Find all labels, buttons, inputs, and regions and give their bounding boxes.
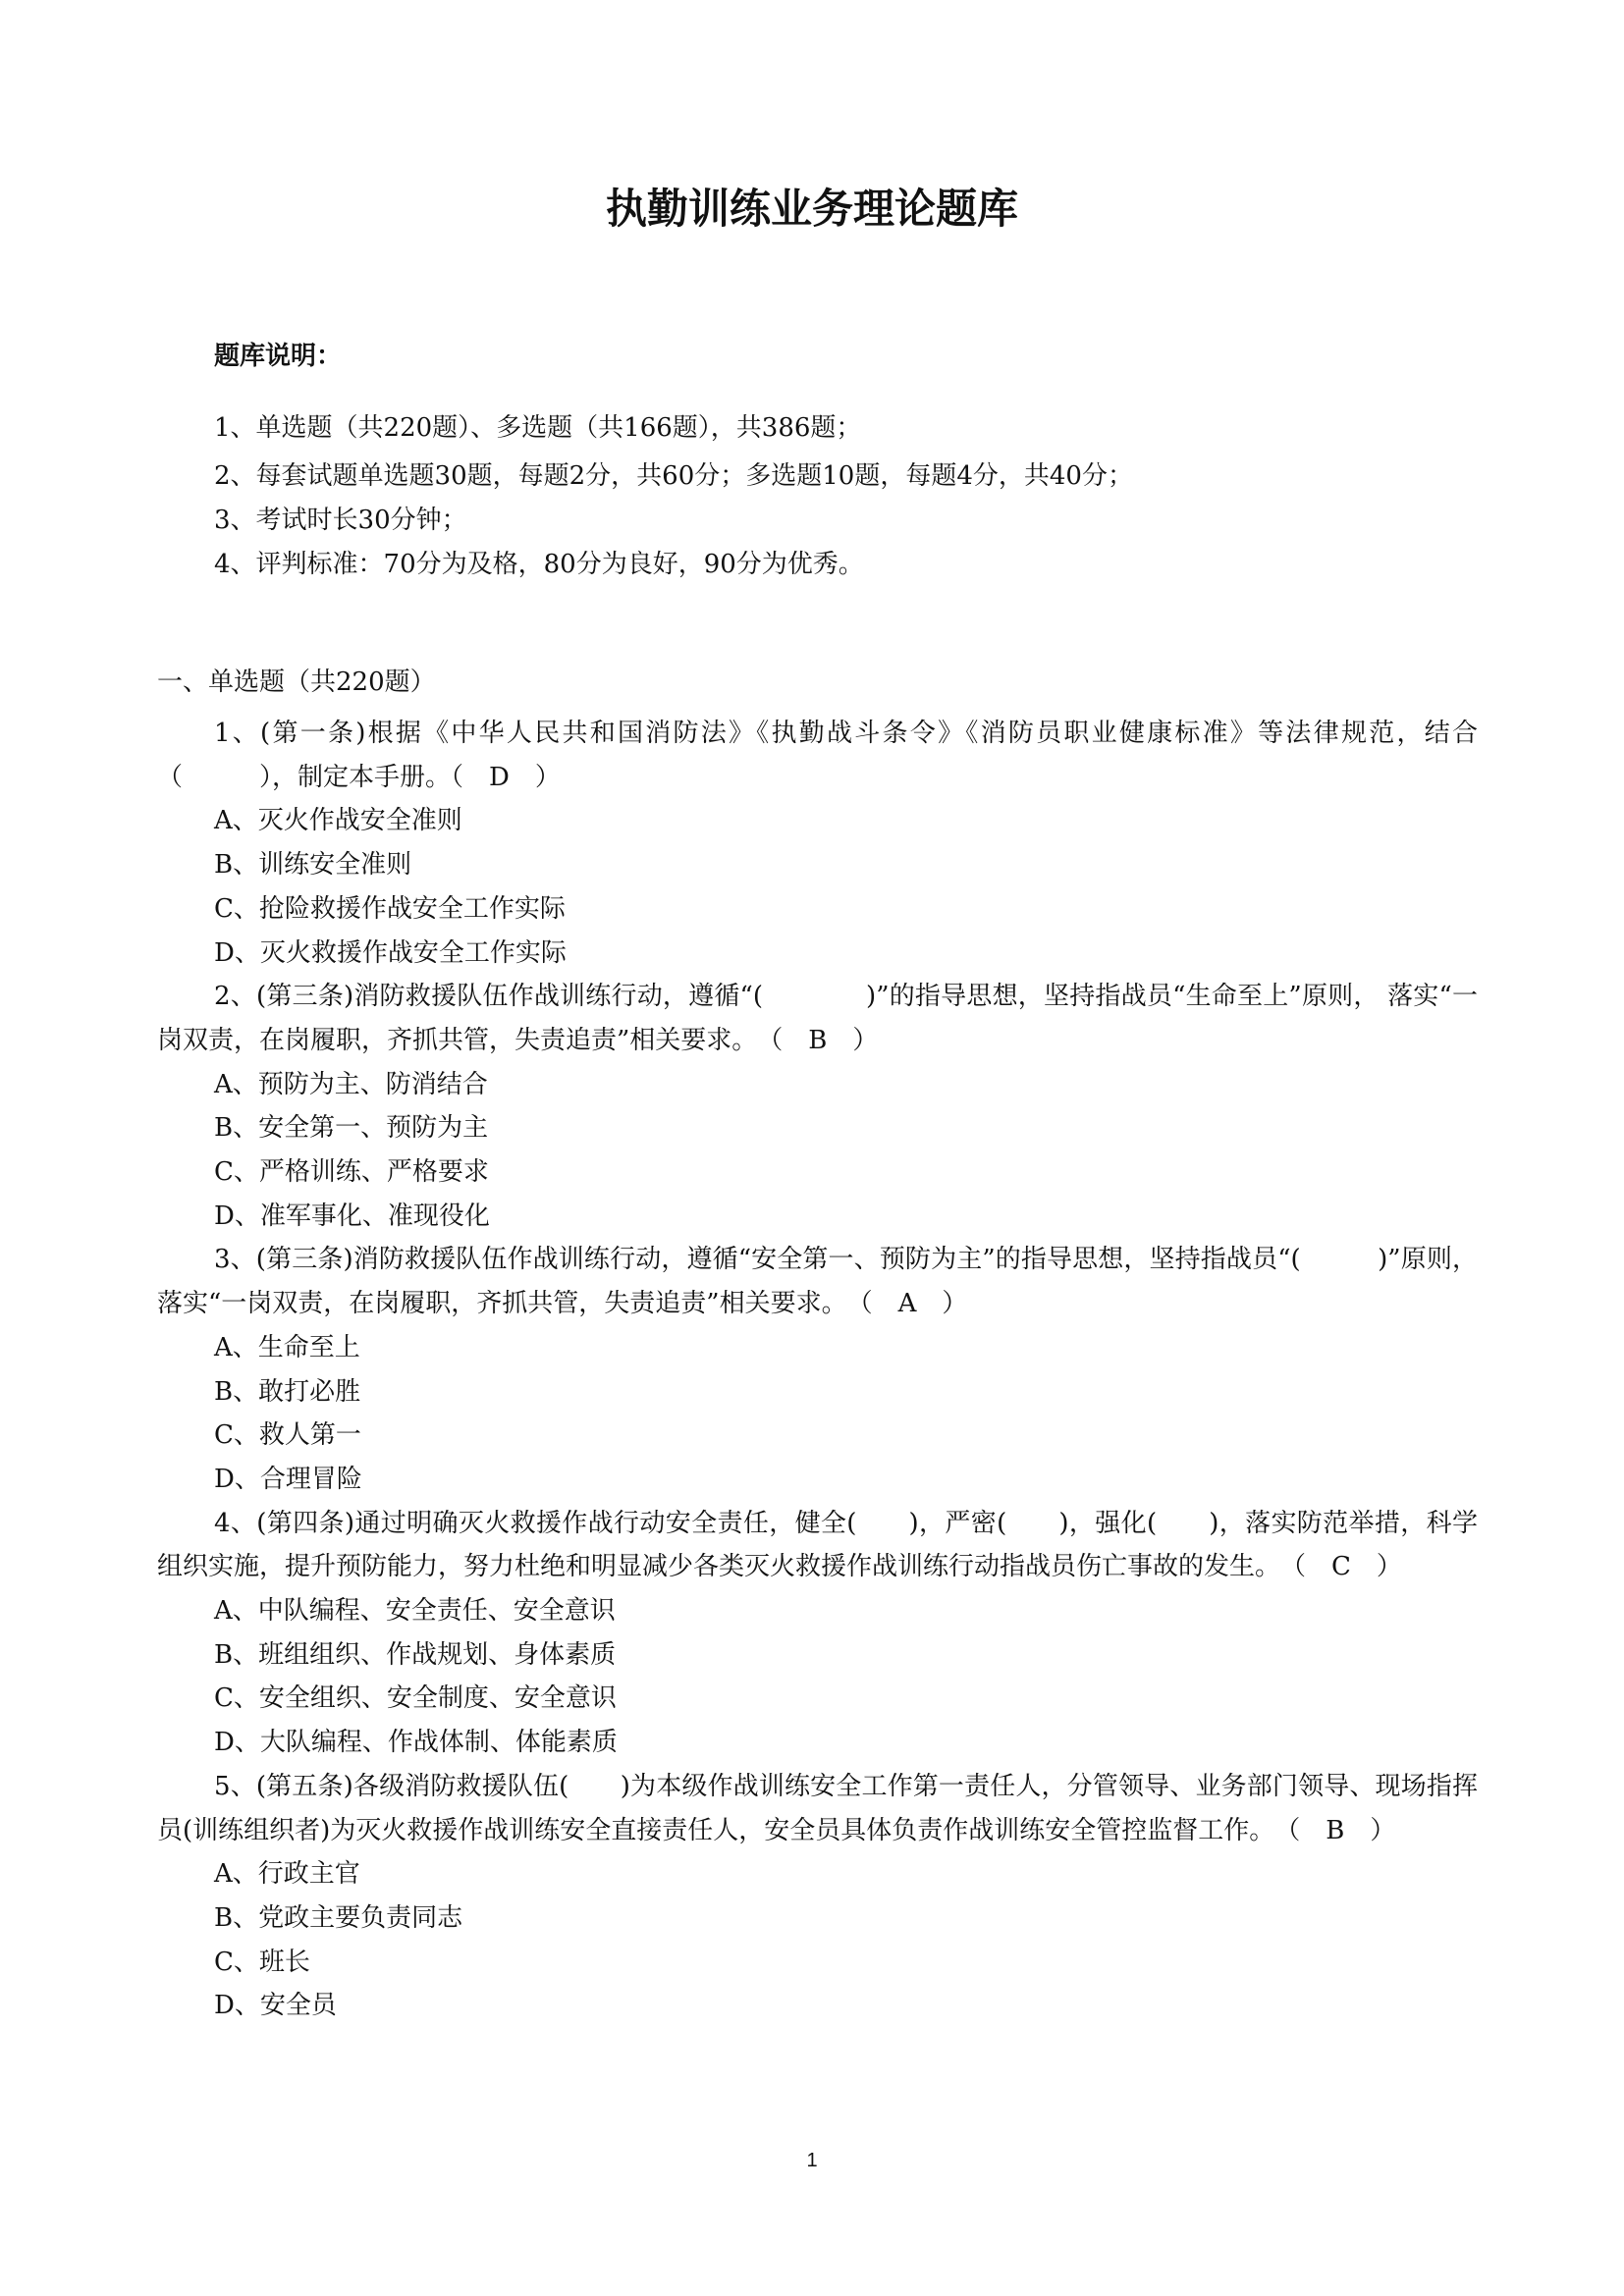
question-option: C、抢险救援作战安全工作实际 — [214, 893, 566, 924]
section-heading: 一、单选题（共220题） — [157, 667, 436, 697]
question-option: A、预防为主、防消结合 — [214, 1069, 488, 1099]
question-option: B、敢打必胜 — [214, 1376, 361, 1407]
question-list — [157, 712, 1478, 2028]
page-number: 1 — [806, 2150, 818, 2171]
question-option: D、合理冒险 — [214, 1464, 362, 1494]
question-option: C、救人第一 — [214, 1420, 361, 1451]
question-stem: 1、(第一条)根据《中华人民共和国消防法》《执勤战斗条令》《消防员职业健康标准》等法律规范，结合（ ），制定本手册。（ D ） — [157, 719, 1478, 792]
question-option: C、班长 — [214, 1947, 310, 1977]
question-option: D、灭火救援作战安全工作实际 — [214, 937, 567, 968]
document-title: 执勤训练业务理论题库 — [605, 185, 1018, 233]
question-option: A、中队编程、安全责任、安全意识 — [214, 1596, 616, 1627]
question-stem: 3、(第三条)消防救援队伍作战训练行动，遵循“安全第一、预防为主”的指导思想，坚持指战员“( )”原则， 落实“一岗双责，在岗履职，齐抓共管，失责追责”相关要求。 （ A ） — [157, 1245, 1478, 1319]
question-option: C、安全组织、安全制度、安全意识 — [214, 1683, 617, 1714]
question-option: D、大队编程、作战体制、体能素质 — [214, 1728, 618, 1758]
question-option: D、准军事化、准现役化 — [214, 1201, 490, 1231]
question-stem: 5、(第五条)各级消防救援队伍( )为本级作战训练安全工作第一责任人，分管领导、业务部门领导、现场指挥员(训练组织者)为灭火救援作战训练安全直接责任人，安全员具体负责作战训练安全管控监督工作。 （ B ） — [157, 1771, 1478, 1845]
question-option: A、生命至上 — [214, 1332, 360, 1362]
note-item: 4、评判标准：70分为及格，80分为良好，90分为优秀。 — [214, 550, 864, 579]
question-stem: 2、(第三条)消防救援队伍作战训练行动，遵循“( )”的指导思想，坚持指战员“生命至上”原则， 落实“一岗双责，在岗履职，齐抓共管，失责追责”相关要求。 （ B ） — [157, 982, 1478, 1055]
note-item: 1、单选题（共220题）、多选题（共166题），共386题； — [214, 413, 862, 443]
notes-list — [214, 406, 1133, 587]
question-stem: 4、(第四条)通过明确灭火救援作战行动安全责任，健全( )，严密( )，强化( )，落实防范举措，科学组织实施，提升预防能力，努力杜绝和明显减少各类灭火救援作战训练行动指战员伤亡事故的发生。 （ C ） — [157, 1508, 1478, 1582]
question-option: D、安全员 — [214, 1991, 337, 2021]
question-option: B、班组组织、作战规划、身体素质 — [214, 1639, 617, 1670]
question-option: A、灭火作战安全准则 — [214, 806, 462, 836]
question-option: B、党政主要负责同志 — [214, 1902, 463, 1933]
notes-heading: 题库说明： — [214, 342, 343, 371]
question-option: B、训练安全准则 — [214, 850, 412, 881]
question-option: A、行政主官 — [214, 1859, 360, 1890]
note-item: 2、每套试题单选题30题，每题2分，共60分；多选题10题，每题4分，共40分； — [214, 461, 1133, 491]
note-item: 3、考试时长30分钟； — [214, 506, 467, 535]
question-option: B、安全第一、预防为主 — [214, 1113, 489, 1144]
question-option: C、严格训练、严格要求 — [214, 1157, 489, 1188]
